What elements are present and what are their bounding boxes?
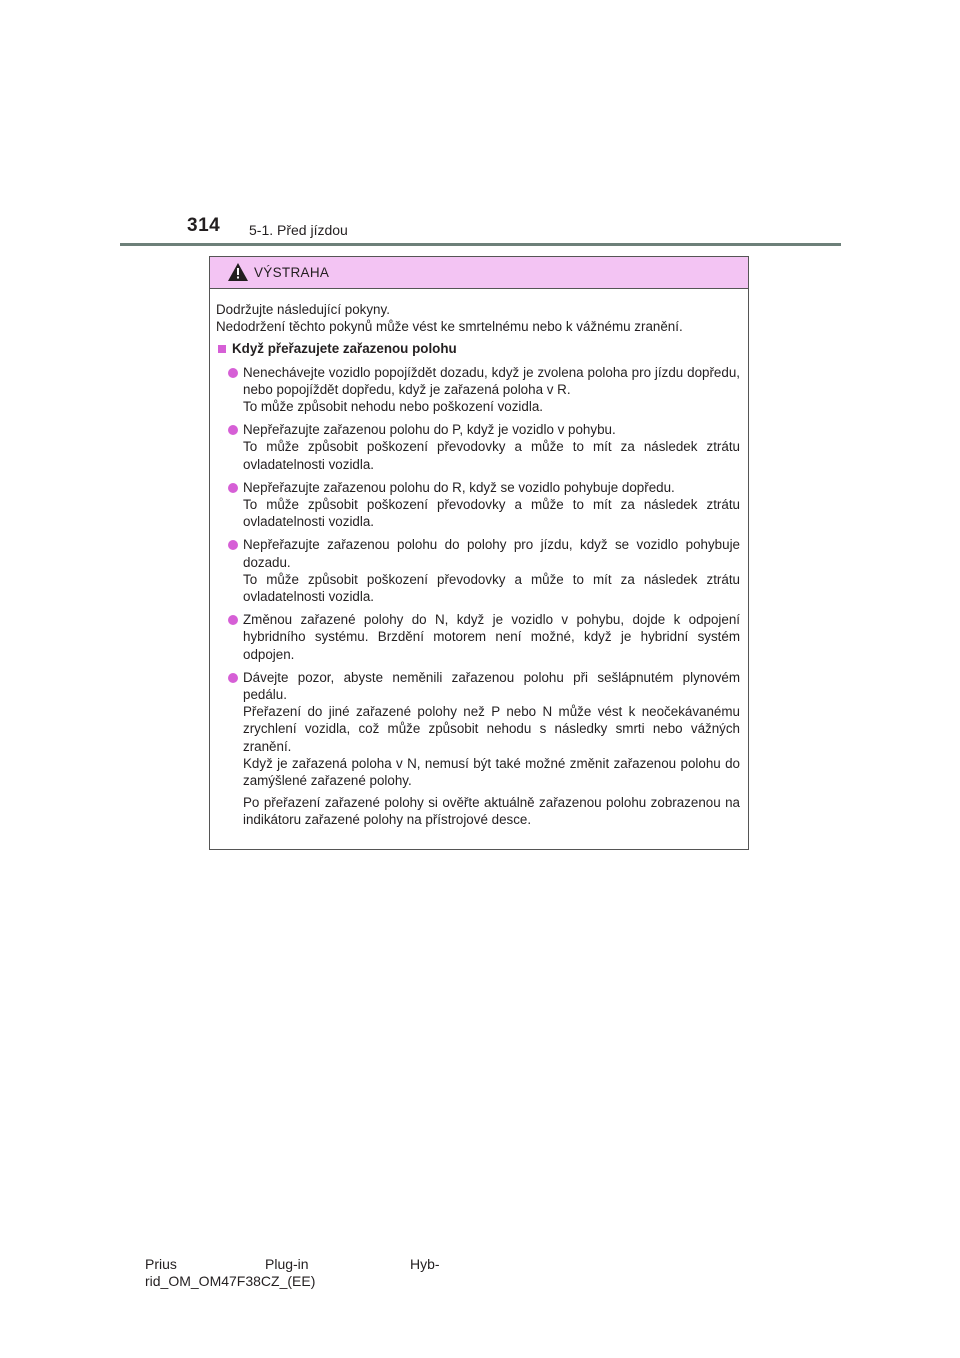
item-text: Nepřeřazujte zařazenou polohu do P, když je vozidlo v pohybu. [243, 422, 616, 438]
footer-line: rid_OM_OM47F38CZ_(EE) [145, 1273, 316, 1289]
section-title: 5-1. Před jízdou [249, 222, 348, 238]
header-rule [120, 243, 841, 246]
page-number: 314 [187, 215, 221, 236]
bullet-icon [228, 673, 238, 683]
footer-part: Prius [145, 1256, 177, 1272]
bullet-icon [228, 540, 238, 550]
list-item [216, 479, 740, 531]
list-item [216, 536, 740, 605]
footer-part: Hyb- [410, 1256, 440, 1272]
bullet-icon [228, 425, 238, 435]
bullet-icon [228, 483, 238, 493]
warning-title: VÝSTRAHA [254, 265, 330, 280]
item-text: Přeřazení do jiné zařazené polohy než P nebo N může vést k neočekávanému zrychlení vozidla, což může způsobit nehodu s následky smrti nebo vážných zranění. [243, 704, 740, 754]
list-item [216, 611, 740, 663]
item-text: Nepřeřazujte zařazenou polohu do R, když se vozidlo pohybuje dopředu. [243, 479, 675, 495]
intro-line: Dodržujte následující pokyny. [216, 302, 390, 317]
item-text: To může způsobit nehodu nebo poškození vozidla. [243, 399, 544, 415]
item-text: Dávejte pozor, abyste neměnili zařazenou polohu při sešlápnutém plynovém pedálu. [243, 669, 740, 703]
list-item [216, 421, 740, 473]
item-text: Nenechávejte vozidlo popojíždět dozadu, když je zvolena poloha pro jízdu dopředu, nebo popojíždět dopředu, když je zařazená poloha v R. [243, 364, 740, 397]
item-text: To může způsobit poškození převodovky a může to mít za následek ztrátu ovladatelnosti vozidla. [243, 571, 740, 605]
warning-triangle-icon [228, 263, 248, 281]
item-text: Změnou zařazené polohy do N, když je vozidlo v pohybu, dojde k odpojení hybridního systému. Brzdění motorem není možné, když je hybridní systém odpojen. [243, 612, 740, 662]
bullet-icon [228, 368, 238, 378]
item-text: To může způsobit poškození převodovky a může to mít za následek ztrátu ovladatelnosti vozidla. [243, 439, 740, 472]
warning-header [210, 257, 748, 289]
subheading-text: Když přeřazujete zařazenou polohu [232, 341, 457, 357]
closing-text: Po přeřazení zařazené polohy si ověřte aktuálně zařazenou polohu zobrazenou na indikátoru zařazené polohy na přístrojové desce. [243, 795, 740, 828]
list-item [216, 364, 740, 416]
footer-row [145, 1256, 445, 1273]
warning-box [209, 256, 749, 850]
item-text: To může způsobit poškození převodovky a může to mít za následek ztrátu ovladatelnosti vozidla. [243, 497, 740, 530]
item-text: Nepřeřazujte zařazenou polohu do polohy pro jízdu, když se vozidlo pohybuje dozadu. [243, 537, 740, 570]
square-bullet-icon [218, 345, 226, 353]
warning-body [210, 289, 748, 829]
subheading [216, 340, 740, 357]
bullet-icon [228, 615, 238, 625]
intro-line: Nedodržení těchto pokynů může vést ke smrtelnému nebo k vážnému zranění. [216, 319, 683, 335]
item-text: Když je zařazená poloha v N, nemusí být také možné změnit zařazenou polohu do zamýšlené zařazené polohy. [243, 755, 740, 789]
footer [145, 1256, 445, 1290]
footer-part: Plug-in [265, 1256, 309, 1272]
list-item [216, 669, 740, 789]
